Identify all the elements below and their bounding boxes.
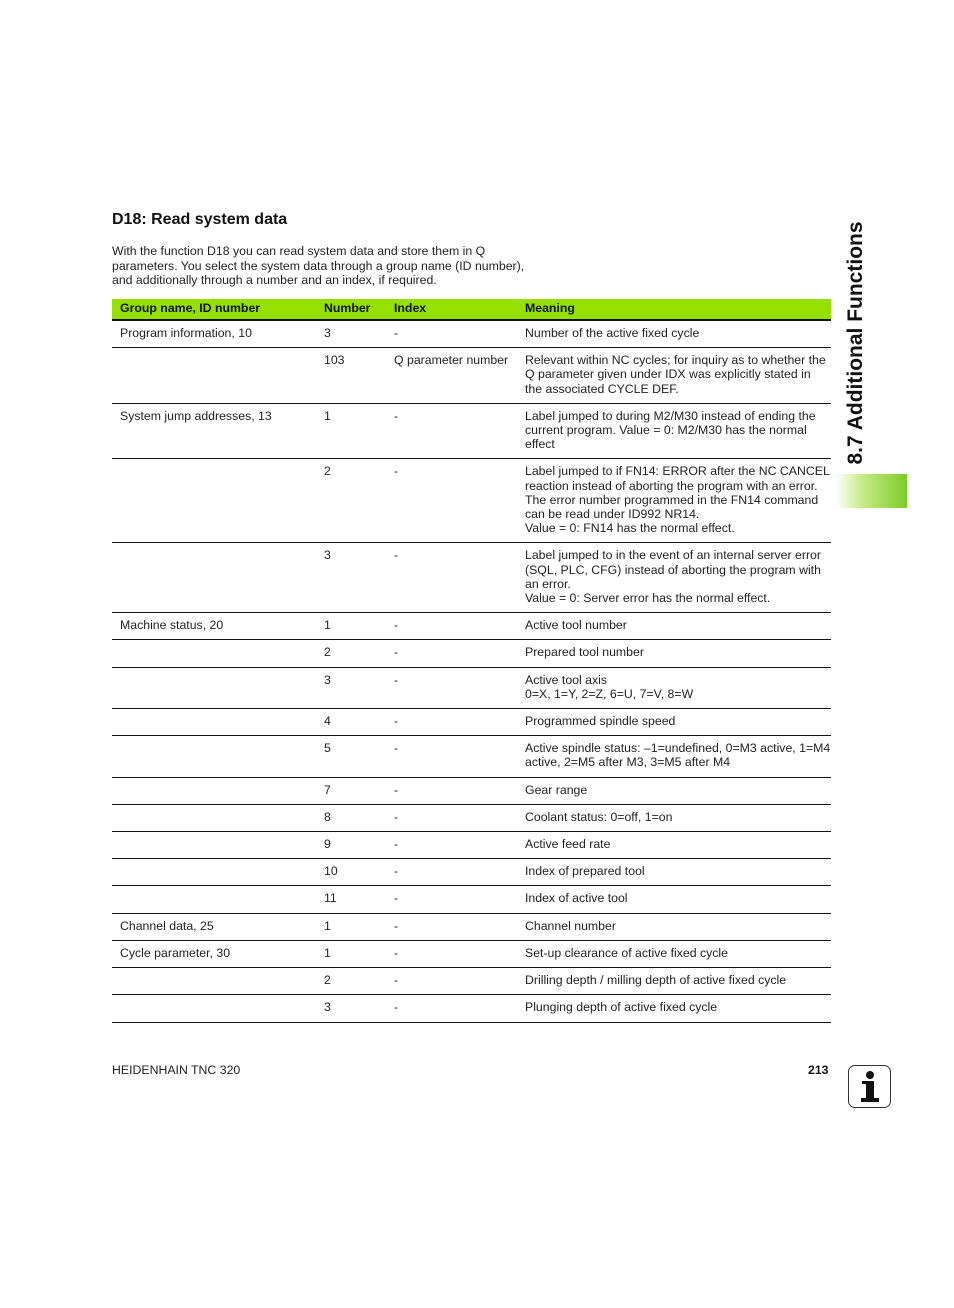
table-row [112, 913, 831, 940]
table-row [112, 736, 831, 777]
meaning-line: 0=X, 1=Y, 2=Z, 6=U, 7=V, 8=W [525, 686, 694, 701]
cell-number: 7 [316, 777, 386, 804]
cell-number: 1 [316, 940, 386, 967]
meaning-line: Channel number [525, 918, 616, 933]
meaning-line: Gear range [525, 782, 588, 797]
cell-group [112, 859, 316, 886]
cell-index: - [386, 459, 517, 543]
table-header-row [112, 299, 831, 320]
table-row [112, 667, 831, 708]
cell-index: - [386, 804, 517, 831]
cell-meaning [517, 709, 831, 736]
cell-index: - [386, 886, 517, 913]
table-row [112, 348, 831, 404]
cell-index: Q parameter number [386, 348, 517, 404]
cell-group [112, 832, 316, 859]
cell-meaning [517, 613, 831, 640]
intro-paragraph: With the function D18 you can read system data and store them in Q parameters. You select the system data through a group name (ID number), and additionally through a number and an index, if required. [112, 244, 525, 288]
cell-number: 8 [316, 804, 386, 831]
cell-index: - [386, 777, 517, 804]
cell-group [112, 995, 316, 1022]
cell-number: 2 [316, 459, 386, 543]
meaning-line: Programmed spindle speed [525, 714, 676, 729]
cell-meaning [517, 667, 831, 708]
cell-meaning [517, 320, 831, 348]
meaning-line: Label jumped to if FN14: ERROR after the NC CANCEL reaction instead of aborting the program with an error. The error number programmed in the FN14 command can be read under ID992 NR14. [525, 464, 830, 522]
info-icon [848, 1065, 891, 1108]
cell-group [112, 667, 316, 708]
cell-index: - [386, 832, 517, 859]
system-data-table [112, 299, 831, 1023]
table-row [112, 968, 831, 995]
meaning-line: Label jumped to during M2/M30 instead of ending the current program. Value = 0: M2/M30 has the normal effect [525, 408, 816, 452]
header-meaning: Meaning [517, 299, 831, 320]
footer-product: HEIDENHAIN TNC 320 [112, 1063, 241, 1077]
cell-group: Channel data, 25 [112, 913, 316, 940]
cell-index: - [386, 736, 517, 777]
cell-group [112, 348, 316, 404]
page-number: 213 [808, 1063, 829, 1077]
cell-meaning [517, 736, 831, 777]
cell-group [112, 459, 316, 543]
cell-index: - [386, 913, 517, 940]
table-row [112, 995, 831, 1022]
cell-number: 1 [316, 403, 386, 459]
cell-number: 5 [316, 736, 386, 777]
chapter-tab-marker [836, 474, 907, 508]
cell-meaning [517, 403, 831, 459]
meaning-line: Active feed rate [525, 837, 611, 852]
meaning-line: Number of the active fixed cycle [525, 326, 700, 340]
table-row [112, 613, 831, 640]
cell-group [112, 543, 316, 613]
cell-index: - [386, 709, 517, 736]
cell-group: Machine status, 20 [112, 613, 316, 640]
cell-number: 2 [316, 968, 386, 995]
cell-meaning [517, 968, 831, 995]
chapter-side-title [836, 210, 876, 475]
meaning-line: Value = 0: Server error has the normal effect. [525, 591, 771, 606]
table-row [112, 804, 831, 831]
meaning-line: Label jumped to in the event of an internal server error (SQL, PLC, CFG) instead of aborting the program with an error. [525, 548, 821, 591]
cell-meaning [517, 859, 831, 886]
cell-index: - [386, 640, 517, 667]
table-row [112, 543, 831, 613]
cell-number: 3 [316, 667, 386, 708]
cell-index: - [386, 859, 517, 886]
table-row [112, 940, 831, 967]
meaning-line: Active tool number [525, 618, 627, 633]
meaning-line: Coolant status: 0=off, 1=on [525, 809, 673, 824]
cell-number: 3 [316, 995, 386, 1022]
cell-number: 1 [316, 913, 386, 940]
cell-group: Cycle parameter, 30 [112, 940, 316, 967]
cell-index: - [386, 667, 517, 708]
cell-number: 3 [316, 543, 386, 613]
meaning-line: Relevant within NC cycles; for inquiry as to whether the Q parameter given under IDX was explicitly stated in the associated CYCLE DEF. [525, 353, 826, 396]
cell-number: 1 [316, 613, 386, 640]
cell-index: - [386, 968, 517, 995]
cell-meaning [517, 804, 831, 831]
meaning-line: Index of active tool [525, 891, 628, 906]
cell-meaning [517, 886, 831, 913]
cell-group: Program information, 10 [112, 320, 316, 348]
cell-index: - [386, 543, 517, 613]
meaning-line: Set-up clearance of active fixed cycle [525, 945, 729, 960]
cell-group [112, 709, 316, 736]
table-row [112, 832, 831, 859]
cell-group [112, 968, 316, 995]
meaning-line: Prepared tool number [525, 645, 644, 660]
cell-number: 4 [316, 709, 386, 736]
cell-group: System jump addresses, 13 [112, 403, 316, 459]
table-body [112, 320, 831, 1022]
cell-number: 9 [316, 832, 386, 859]
cell-number: 103 [316, 348, 386, 404]
cell-number: 10 [316, 859, 386, 886]
cell-meaning [517, 940, 831, 967]
cell-meaning [517, 640, 831, 667]
header-group: Group name, ID number [112, 299, 316, 320]
cell-meaning [517, 995, 831, 1022]
cell-meaning [517, 777, 831, 804]
cell-index: - [386, 995, 517, 1022]
cell-number: 2 [316, 640, 386, 667]
cell-meaning [517, 832, 831, 859]
cell-index: - [386, 940, 517, 967]
table-row [112, 886, 831, 913]
cell-group [112, 736, 316, 777]
table-row [112, 709, 831, 736]
cell-group [112, 777, 316, 804]
table-row [112, 320, 831, 348]
table-row [112, 640, 831, 667]
header-number: Number [316, 299, 386, 320]
cell-index: - [386, 320, 517, 348]
table-row [112, 859, 831, 886]
section-title: D18: Read system data [112, 211, 288, 228]
meaning-line: Active spindle status: –1=undefined, 0=M3 active, 1=M4 active, 2=M5 after M3, 3=M5 after M4 [525, 741, 831, 770]
cell-group [112, 804, 316, 831]
cell-meaning [517, 348, 831, 404]
cell-meaning [517, 913, 831, 940]
meaning-line: Active tool axis [525, 672, 608, 687]
meaning-line: Plunging depth of active fixed cycle [525, 1000, 718, 1015]
table-row [112, 459, 831, 543]
header-index: Index [386, 299, 517, 320]
cell-meaning [517, 459, 831, 543]
table-row [112, 777, 831, 804]
table-row [112, 403, 831, 459]
cell-meaning [517, 543, 831, 613]
cell-number: 3 [316, 320, 386, 348]
cell-index: - [386, 613, 517, 640]
meaning-line: Drilling depth / milling depth of active fixed cycle [525, 973, 787, 988]
chapter-title-text: 8.7 Additional Functions [844, 220, 867, 465]
cell-number: 11 [316, 886, 386, 913]
cell-index: - [386, 403, 517, 459]
meaning-line: Value = 0: FN14 has the normal effect. [525, 521, 735, 536]
meaning-line: Index of prepared tool [525, 864, 645, 879]
cell-group [112, 886, 316, 913]
cell-group [112, 640, 316, 667]
